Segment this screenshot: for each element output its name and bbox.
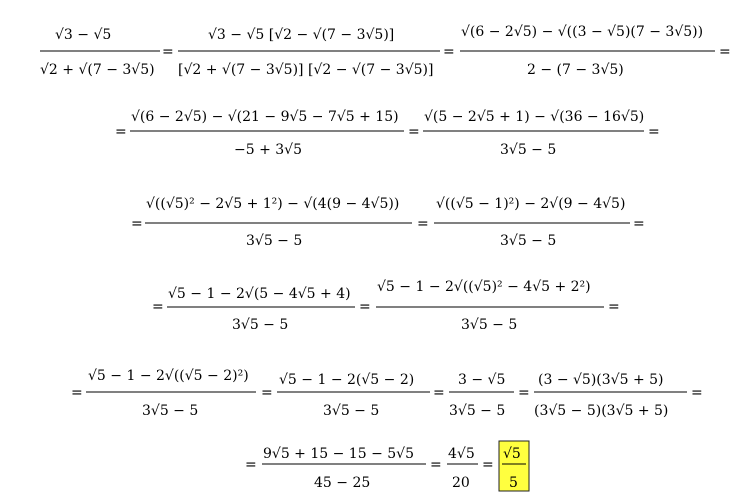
equals-sign: =	[152, 299, 164, 315]
equals-sign: =	[443, 44, 455, 60]
equals-sign: =	[608, 299, 620, 315]
fraction-5-1	[86, 368, 256, 419]
numerator: √(6 − 2√5) − √((3 − √5)(7 − 3√5))	[461, 24, 704, 40]
equals-sign: =	[691, 385, 703, 401]
equals-sign: =	[648, 124, 660, 140]
numerator: √5 − 1 − 2(√5 − 2)	[279, 372, 415, 388]
equals-sign: =	[115, 124, 127, 140]
fraction-3-2	[434, 196, 630, 249]
numerator: √((√5)² − 2√5 + 1²) − √(4(9 − 4√5))	[146, 196, 400, 212]
numerator: √5 − 1 − 2√((√5 − 2)²)	[88, 368, 249, 384]
fraction-5-2	[277, 372, 430, 419]
fraction-4-2	[376, 279, 604, 333]
denominator: −5 + 3√5	[234, 142, 303, 158]
numerator: √((√5 − 1)²) − 2√(9 − 4√5)	[436, 196, 626, 212]
fraction-5-3	[449, 372, 514, 419]
denominator: 2 − (7 − 3√5)	[527, 62, 624, 78]
equals-sign: =	[131, 216, 143, 232]
fraction-4-1	[167, 286, 355, 333]
equals-sign: =	[359, 299, 371, 315]
fraction-5-4	[534, 372, 687, 419]
numerator: √3 − √5 [√2 − √(7 − 3√5)]	[208, 27, 395, 43]
equals-sign: =	[261, 385, 273, 401]
equation-line-3	[131, 196, 645, 249]
equals-sign: =	[482, 457, 494, 473]
fraction-6-1	[262, 446, 426, 491]
denominator: 3√5 − 5	[246, 233, 303, 249]
fraction-2-2	[423, 109, 644, 158]
fraction-2-1	[130, 109, 404, 158]
equals-sign: =	[433, 385, 445, 401]
fraction-1-3	[460, 24, 715, 78]
numerator: 4√5	[448, 446, 475, 462]
equals-sign: =	[518, 385, 530, 401]
equals-sign: =	[719, 44, 731, 60]
fraction-1-1	[40, 27, 160, 78]
fraction-1-2	[178, 27, 440, 78]
denominator: [√2 + √(7 − 3√5)] [√2 − √(7 − 3√5)]	[178, 62, 434, 78]
denominator: (3√5 − 5)(3√5 + 5)	[534, 403, 669, 419]
equals-sign: =	[162, 44, 174, 60]
fraction-6-2	[447, 446, 478, 491]
numerator: √5 − 1 − 2√((√5)² − 4√5 + 2²)	[377, 279, 591, 295]
denominator: √2 + √(7 − 3√5)	[40, 62, 155, 78]
numerator: 3 − √5	[458, 372, 506, 388]
equation-line-5	[71, 368, 703, 419]
numerator: 9√5 + 15 − 15 − 5√5	[263, 446, 414, 462]
equation-line-6	[245, 441, 529, 491]
numerator: (3 − √5)(3√5 + 5)	[538, 372, 664, 388]
equation-line-2	[115, 109, 660, 158]
denominator: 3√5 − 5	[500, 233, 557, 249]
denominator: 3√5 − 5	[232, 317, 289, 333]
numerator: √(5 − 2√5 + 1) − √(36 − 16√5)	[424, 109, 645, 125]
equals-sign: =	[633, 216, 645, 232]
equals-sign: =	[245, 457, 257, 473]
equation-line-4	[152, 279, 620, 333]
fraction-3-1	[145, 196, 412, 249]
denominator: 5	[509, 475, 518, 491]
denominator: 45 − 25	[314, 475, 371, 491]
numerator: √(6 − 2√5) − √(21 − 9√5 − 7√5 + 15)	[131, 109, 399, 125]
denominator: 3√5 − 5	[323, 403, 380, 419]
numerator: √5 − 1 − 2√(5 − 4√5 + 4)	[168, 286, 351, 302]
denominator: 3√5 − 5	[142, 403, 199, 419]
equals-sign: =	[430, 457, 442, 473]
numerator: √5	[503, 446, 521, 462]
numerator: √3 − √5	[55, 27, 112, 43]
denominator: 3√5 − 5	[449, 403, 506, 419]
equation-line-1	[40, 24, 731, 78]
equals-sign: =	[408, 124, 420, 140]
equals-sign: =	[417, 216, 429, 232]
equals-sign: =	[71, 385, 83, 401]
final-answer-highlight	[499, 441, 529, 491]
denominator: 20	[452, 475, 470, 491]
denominator: 3√5 − 5	[461, 317, 518, 333]
denominator: 3√5 − 5	[500, 142, 557, 158]
